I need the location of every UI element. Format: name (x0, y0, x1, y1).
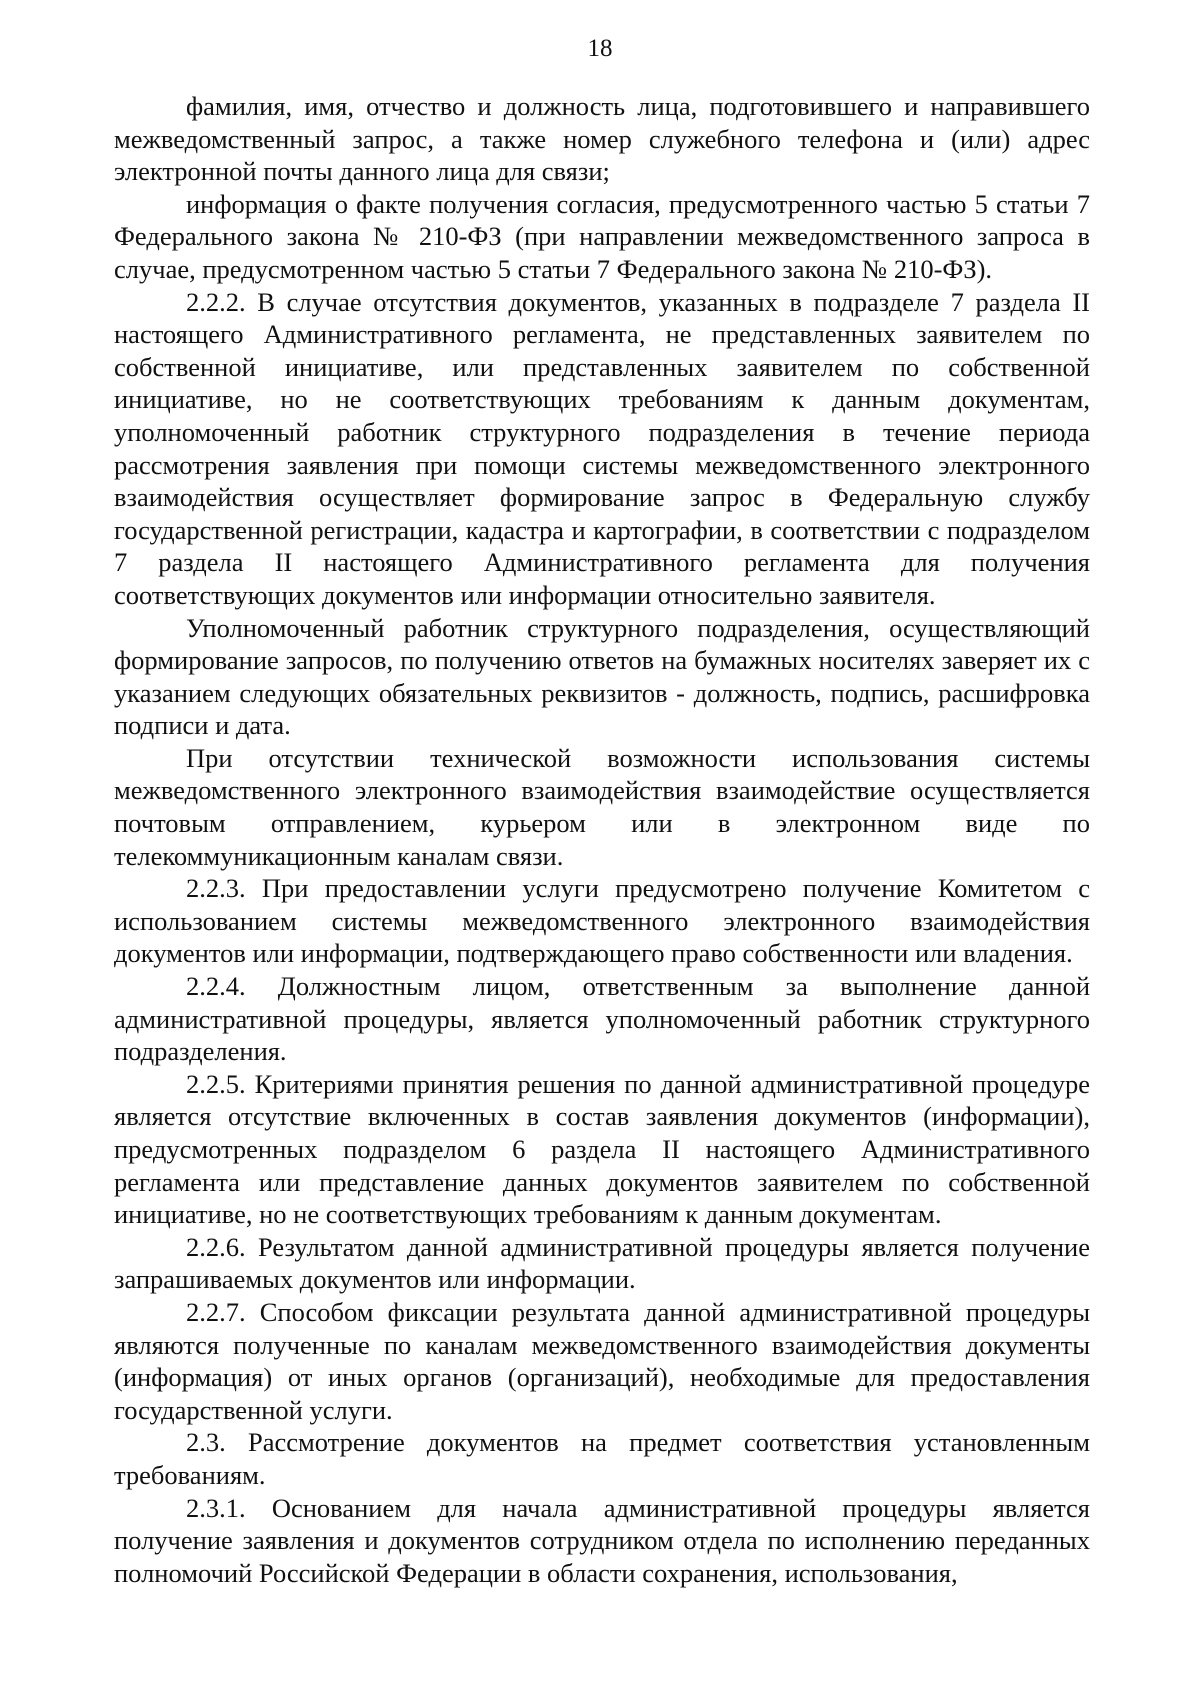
document-body (114, 90, 1090, 1589)
paragraph-consent-info: информация о факте получения согласия, предусмотренного частью 5 статьи 7 Федерального закона № 210-ФЗ (при направлении межведомственного запроса в случае, предусмотренном частью 5 статьи 7 Федерального закона № 210-ФЗ). (114, 188, 1090, 284)
paragraph-2-2-3: 2.2.3. При предоставлении услуги предусмотрено получение Комитетом с использованием системы межведомственного электронного взаимодействия документов или информации, подтверждающего право собственности или владения. (114, 873, 1090, 969)
paragraph-2-2-5: 2.2.5. Критериями принятия решения по данной административной процедуре является отсутствие включенных в состав заявления документов (информации), предусмотренных подразделом 6 раздела II настоящего Административного регламента или представление данных документов заявителем по собственной инициативе, но не соответствующих требованиям к данным документам. (114, 1068, 1090, 1230)
page-number: 18 (587, 35, 613, 62)
paragraph-2-2-6: 2.2.6. Результатом данной административной процедуры является получение запрашиваемых документов или информации. (114, 1231, 1090, 1295)
paragraph-2-2-7: 2.2.7. Способом фиксации результата данной административной процедуры являются полученные по каналам межведомственного взаимодействия документы (информация) от иных органов (организаций), необходимые для предоставления государственной услуги. (114, 1296, 1090, 1425)
paragraph-2-3-1: 2.3.1. Основанием для начала административной процедуры является получение заявления и документов сотрудником отдела по исполнению переданных полномочий Российской Федерации в области сохранения, использования, (114, 1492, 1090, 1588)
paragraph-2-2-2: 2.2.2. В случае отсутствия документов, указанных в подразделе 7 раздела II настоящего Административного регламента, не представленных заявителем по собственной инициативе, или представленных заявителем по собственной инициативе, но не соответствующих требованиям к данным документам, уполномоченный работник структурного подразделения в течение периода рассмотрения заявления при помощи системы межведомственного электронного взаимодействия осуществляет формирование запрос в Федеральную службу государственной регистрации, кадастра и картографии, в соответствии с подразделом 7 раздела II настоящего Административного регламента для получения соответствующих документов или информации относительно заявителя. (114, 286, 1090, 610)
paragraph-authorized-worker: Уполномоченный работник структурного подразделения, осуществляющий формирование запросов, по получению ответов на бумажных носителях заверяет их с указанием следующих обязательных реквизитов - должность, подпись, расшифровка подписи и дата. (114, 612, 1090, 741)
paragraph-2-2-4: 2.2.4. Должностным лицом, ответственным за выполнение данной административной процедуры, является уполномоченный работник структурного подразделения. (114, 971, 1090, 1067)
paragraph-2-3: 2.3. Рассмотрение документов на предмет соответствия установленным требованиям. (114, 1427, 1090, 1490)
paragraph-no-technical-possibility: При отсутствии технической возможности использования системы межведомственного электронного взаимодействия взаимодействие осуществляется почтовым отправлением, курьером или в электронном виде по телекоммуникационным каналам связи. (114, 742, 1090, 871)
paragraph-contact-info: фамилия, имя, отчество и должность лица, подготовившего и направившего межведомственный запрос, а также номер служебного телефона и (или) адрес электронной почты данного лица для связи; (114, 91, 1090, 187)
